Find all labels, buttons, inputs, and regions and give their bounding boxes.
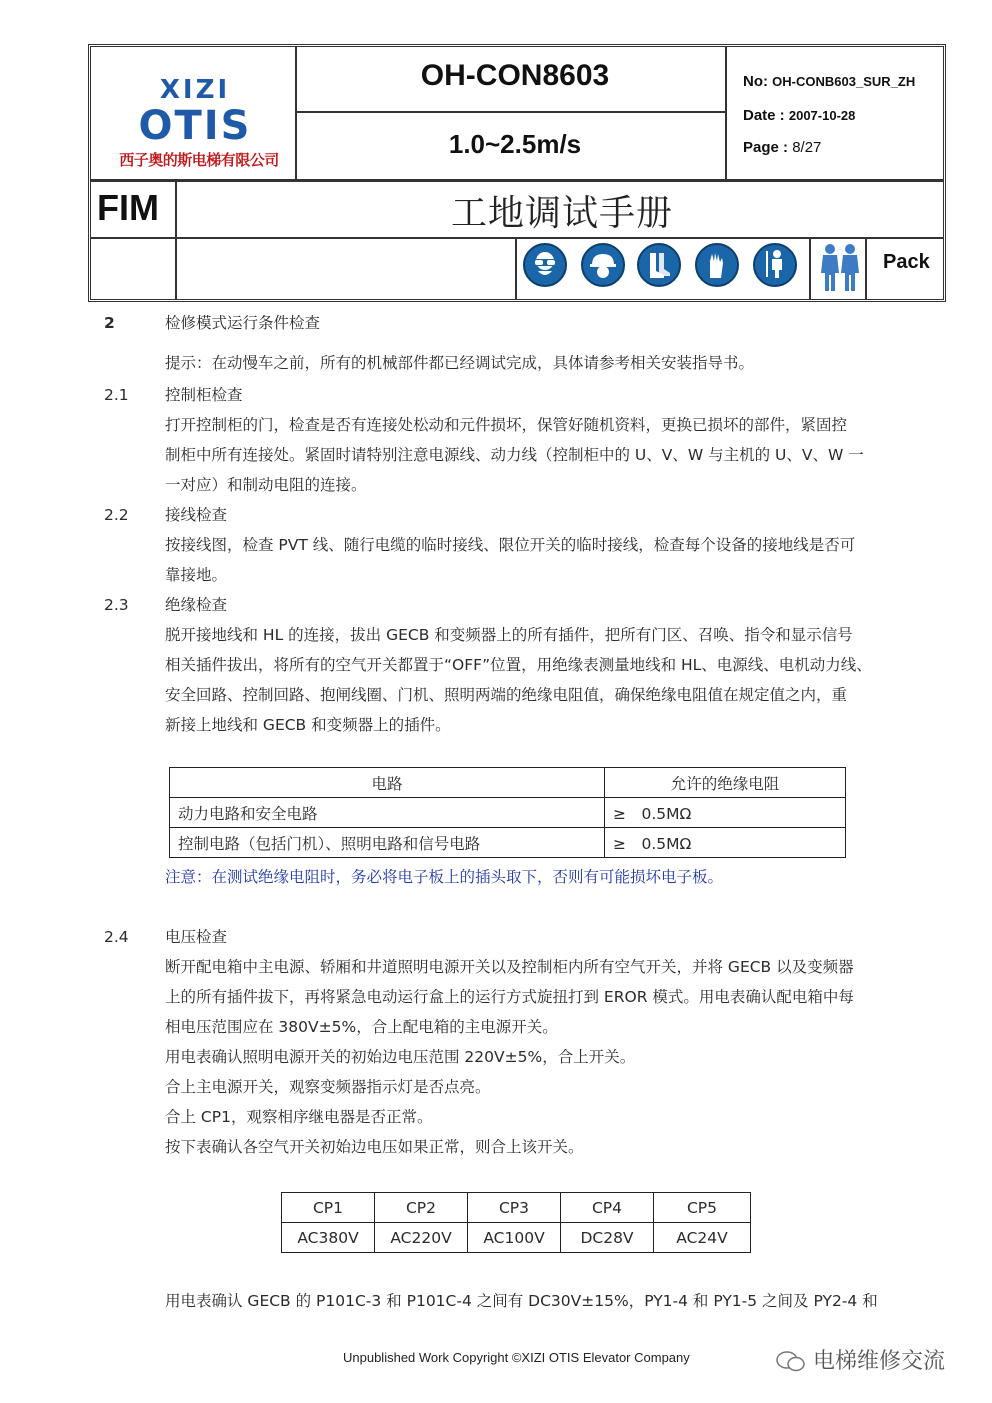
paragraph-line: 上的所有插件拔下，再将紧急电动运行盒上的运行方式旋扭打到 EROR 模式。用电表确认配电箱中每: [165, 988, 854, 1006]
copyright-footer: Unpublished Work Copyright ©XIZI OTIS Elevator Company: [343, 1350, 690, 1365]
table-cell: 动力电路和安全电路: [170, 798, 605, 828]
table-cell: 控制电路（包括门机）、照明电路和信号电路: [170, 828, 605, 858]
helmet-icon: [581, 243, 625, 287]
paragraph-line: 用电表确认 GECB 的 P101C-3 和 P101C-4 之间有 DC30V±15%，PY1-4 和 PY1-5 之间及 PY2-4 和: [165, 1292, 878, 1310]
table-header: 允许的绝缘电阻: [605, 768, 846, 798]
table-header: CP2: [375, 1193, 468, 1223]
table-row: [170, 828, 846, 858]
header-divider: [175, 179, 177, 299]
table-cell: AC220V: [375, 1223, 468, 1253]
section-title: 检修模式运行条件检查: [165, 314, 321, 332]
document-header: [88, 44, 946, 302]
header-divider: [515, 239, 517, 299]
table-cell: DC28V: [561, 1223, 654, 1253]
page-label: Page :: [743, 139, 789, 156]
table-cell: AC100V: [468, 1223, 561, 1253]
paragraph-line: 合上 CP1，观察相序继电器是否正常。: [165, 1108, 433, 1126]
table-row: [282, 1223, 751, 1253]
header-divider: [297, 111, 725, 113]
gloves-icon: [695, 243, 739, 287]
paragraph-line: 脱开接地线和 HL 的连接，拔出 GECB 和变频器上的所有插件，把所有门区、召唤、指令和显示信号: [165, 626, 853, 644]
company-logo: [95, 51, 295, 179]
paragraph-line: 打开控制柜的门，检查是否有连接处松动和元件损坏，保管好随机资料，更换已损坏的部件，紧固控: [165, 416, 848, 434]
paragraph-line: 新接上地线和 GECB 和变频器上的插件。: [165, 716, 451, 734]
paragraph-line: 用电表确认照明电源开关的初始边电压范围 220V±5%，合上开关。: [165, 1048, 636, 1066]
fim-label: FIM: [97, 187, 159, 228]
section-title: 接线检查: [165, 506, 228, 524]
paragraph-line: 相电压范围应在 380V±5%，合上配电箱的主电源开关。: [165, 1018, 558, 1036]
section-title: 绝缘检查: [165, 596, 228, 614]
section-title: 电压检查: [165, 928, 228, 946]
doc-page: [743, 139, 821, 156]
header-divider: [91, 237, 943, 239]
section-number: 2.1: [104, 386, 129, 404]
table-header-row: [282, 1193, 751, 1223]
table-cell: AC24V: [654, 1223, 751, 1253]
logo-otis: OTIS: [138, 103, 252, 149]
paragraph-line: 安全回路、控制回路、抱闸线圈、门机、照明两端的绝缘电阻值，确保绝缘电阻值在规定值之内，重: [165, 686, 848, 704]
table-header: CP1: [282, 1193, 375, 1223]
table-header: CP4: [561, 1193, 654, 1223]
table-header: CP3: [468, 1193, 561, 1223]
paragraph-line: 相关插件拔出，将所有的空气开关都置于“OFF”位置，用绝缘表测量地线和 HL、电源线、电机动力线、: [165, 656, 872, 674]
page-value: 8/27: [792, 139, 822, 156]
date-label: Date :: [743, 107, 785, 124]
watermark-text: 电梯维修交流: [813, 1349, 946, 1374]
table-cell: ≥ 0.5MΩ: [605, 828, 846, 858]
goggles-icon: [523, 243, 567, 287]
document-code: OH-CON8603: [420, 59, 610, 92]
section-number: 2.2: [104, 506, 129, 524]
safety-boots-icon: [637, 243, 681, 287]
paragraph-line: 提示：在动慢车之前，所有的机械部件都已经调试完成，具体请参考相关安装指导书。: [165, 354, 755, 372]
paragraph-line: 按下表确认各空气开关初始边电压如果正常，则合上该开关。: [165, 1138, 584, 1156]
section-number: 2.4: [104, 928, 129, 946]
section-title: 控制柜检查: [165, 386, 243, 404]
pack-label: Pack: [883, 251, 930, 273]
logo-company-name: 西子奥的斯电梯有限公司: [119, 151, 279, 169]
table-cell: AC380V: [282, 1223, 375, 1253]
table-header-row: [170, 768, 846, 798]
doc-number-label: No:: [743, 73, 768, 90]
table-header: 电路: [170, 768, 605, 798]
header-divider: [91, 179, 943, 182]
chat-bubble-icon: [776, 1349, 806, 1375]
harness-icon: [753, 243, 797, 287]
section-number: 2.3: [104, 596, 129, 614]
date-value: 2007-10-28: [788, 108, 856, 123]
table-header: CP5: [654, 1193, 751, 1223]
doc-date: [743, 107, 855, 124]
warning-note: 注意：在测试绝缘电阻时，务必将电子板上的插头取下，否则有可能损坏电子板。: [165, 868, 724, 886]
watermark: [776, 1344, 945, 1375]
logo-xizi: XIZI: [159, 75, 231, 105]
insulation-table: [169, 767, 846, 858]
paragraph-line: 按接线图，检查 PVT 线、随行电缆的临时接线、限位开关的临时接线，检查每个设备的接地线是否可: [165, 536, 856, 554]
paragraph-line: 制柜中所有连接处。紧固时请特别注意电源线、动力线（控制柜中的 U、V、W 与主机的 U、V、W 一: [165, 446, 864, 464]
paragraph-line: 断开配电箱中主电源、轿厢和井道照明电源开关以及控制柜内所有空气开关，并将 GECB 以及变频器: [165, 958, 854, 976]
section-number: 2: [104, 314, 115, 332]
cp-voltage-table: [281, 1192, 751, 1253]
speed-range: 1.0~2.5m/s: [448, 129, 582, 159]
paragraph-line: 一对应）和制动电阻的连接。: [165, 476, 367, 494]
table-row: [170, 798, 846, 828]
header-divider: [865, 239, 867, 299]
doc-number-value: OH-CONB603_SUR_ZH: [772, 74, 916, 89]
header-divider: [809, 239, 811, 299]
doc-number: [743, 73, 915, 90]
two-persons-icon: [817, 243, 863, 293]
table-cell: ≥ 0.5MΩ: [605, 798, 846, 828]
page-title: 工地调试手册: [450, 193, 673, 234]
paragraph-line: 合上主电源开关，观察变频器指示灯是否点亮。: [165, 1078, 491, 1096]
paragraph-line: 靠接地。: [165, 566, 228, 584]
